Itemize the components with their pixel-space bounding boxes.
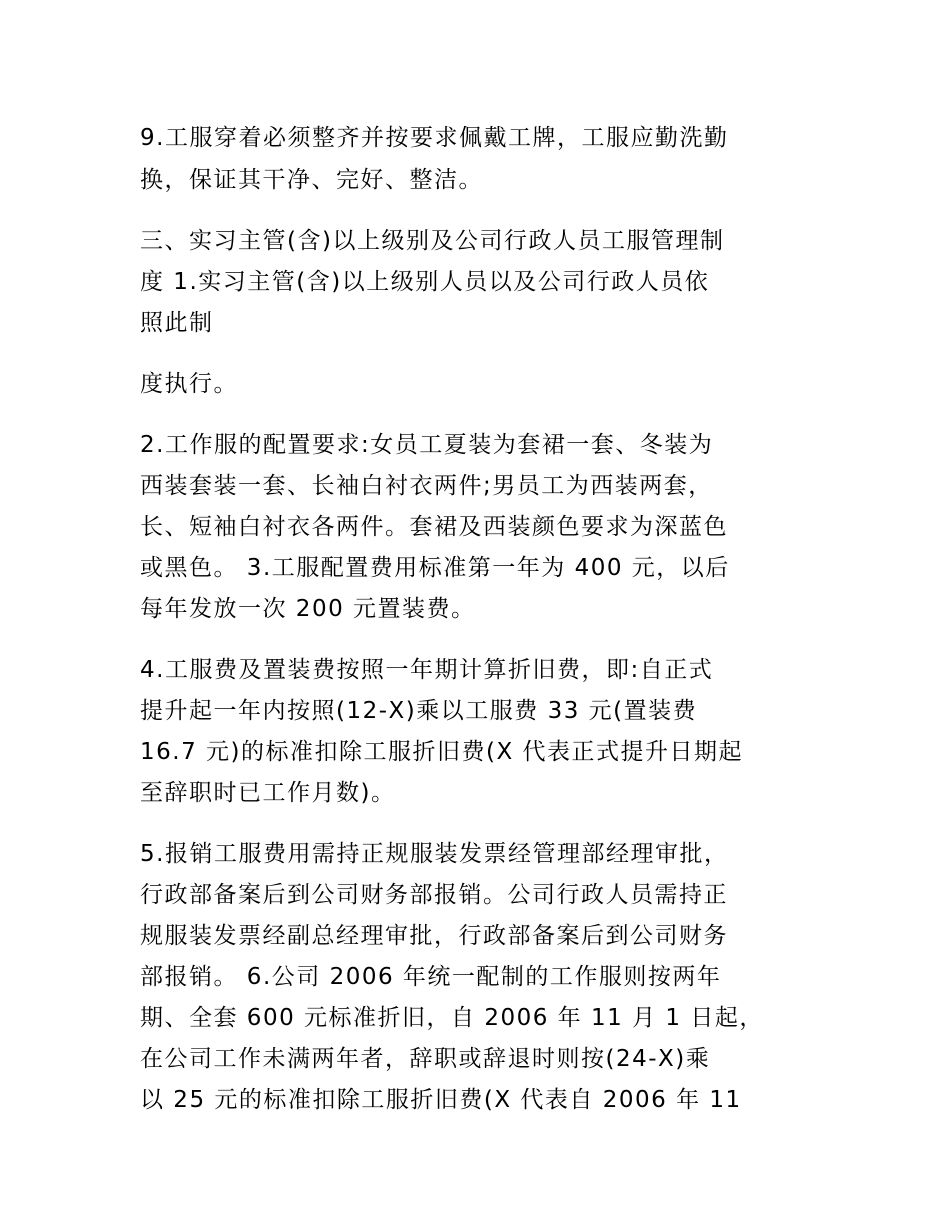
text-line: 度执行。 xyxy=(140,371,238,397)
text-line: 5.报销工服费用需持正规服装发票经管理部经理审批， xyxy=(140,841,729,867)
text-line: 提升起一年内按照(12-X)乘以工服费 33 元(置装费 xyxy=(140,698,698,724)
text-line: 2.工作服的配置要求:女员工夏装为套裙一套、冬装为 xyxy=(140,432,714,458)
text-line: 以 25 元的标准扣除工服折旧费(X 代表自 2006 年 11 xyxy=(140,1087,742,1113)
text-line: 每年发放一次 200 元置装费。 xyxy=(140,596,476,622)
text-line: 9.工服穿着必须整齐并按要求佩戴工牌，工服应勤洗勤 xyxy=(140,125,729,151)
text-line: 长、短袖白衬衣各两件。套裙及西装颜色要求为深蓝色 xyxy=(140,514,728,540)
text-line: 4.工服费及置装费按照一年期计算折旧费，即:自正式 xyxy=(140,657,714,683)
text-line: 三、实习主管(含)以上级别及公司行政人员工服管理制 xyxy=(140,228,725,254)
text-line: 期、全套 600 元标准折旧，自 2006 年 11 月 1 日起， xyxy=(140,1005,764,1031)
text-line: 照此制 xyxy=(140,310,214,336)
text-line: 规服装发票经副总经理审批，行政部备案后到公司财务 xyxy=(140,923,728,949)
text-line: 或黑色。 3.工服配置费用标准第一年为 400 元，以后 xyxy=(140,555,730,581)
text-line: 至辞职时已工作月数)。 xyxy=(140,780,396,806)
text-line: 度 1.实习主管(含)以上级别人员以及公司行政人员依 xyxy=(140,269,710,295)
text-line: 西装套装一套、长袖白衬衣两件;男员工为西装两套， xyxy=(140,473,713,499)
text-line: 换，保证其干净、完好、整洁。 xyxy=(140,167,483,193)
text-line: 部报销。 6.公司 2006 年统一配制的工作服则按两年 xyxy=(140,964,722,990)
text-line: 行政部备案后到公司财务部报销。公司行政人员需持正 xyxy=(140,882,728,908)
text-line: 在公司工作未满两年者，辞职或辞退时则按(24-X)乘 xyxy=(140,1046,711,1072)
text-line: 16.7 元)的标准扣除工服折旧费(X 代表正式提升日期起 xyxy=(140,739,744,765)
